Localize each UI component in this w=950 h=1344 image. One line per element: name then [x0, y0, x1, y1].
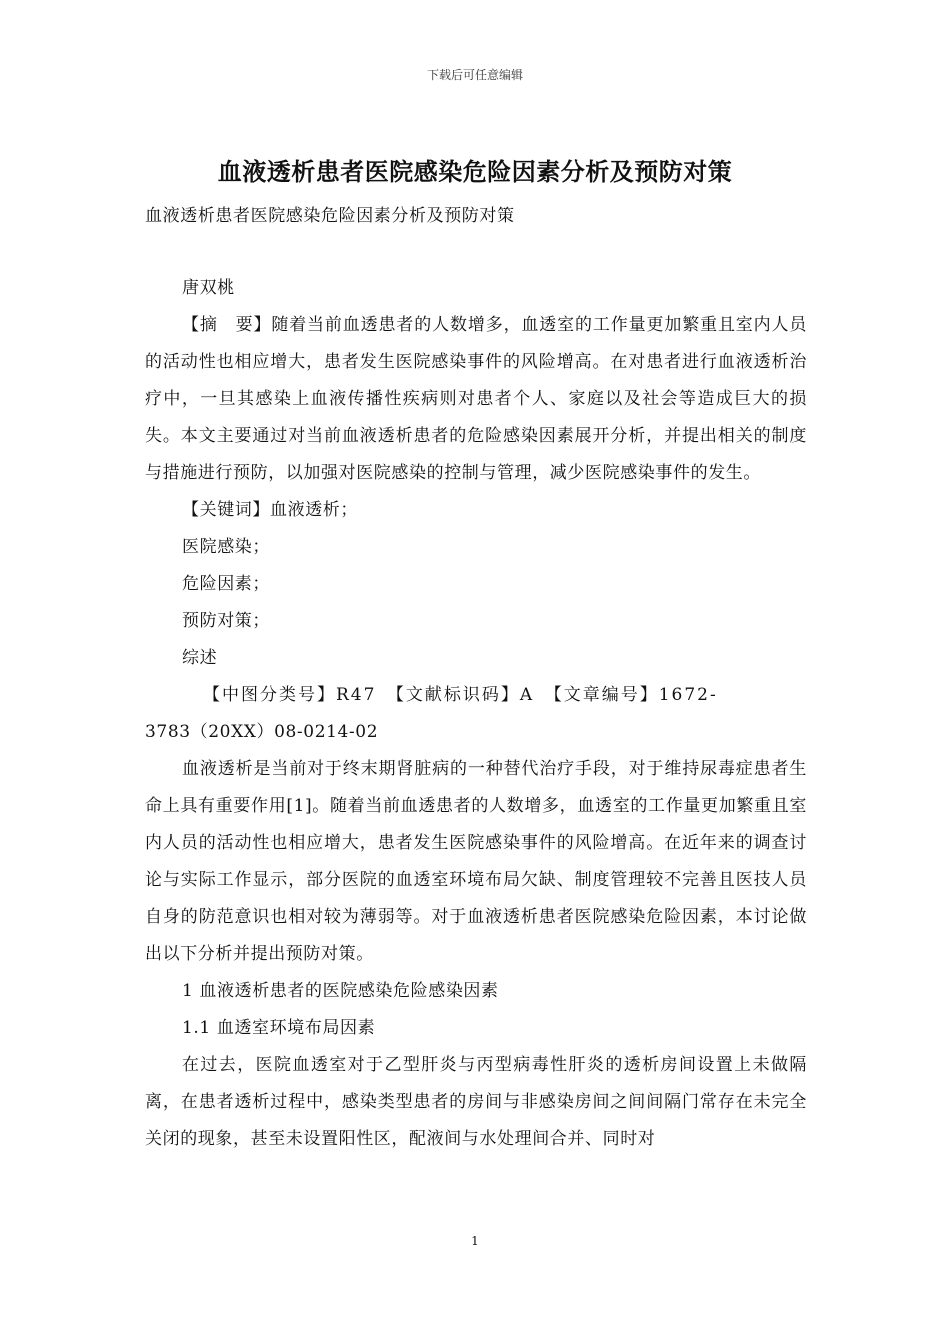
keyword-line: 危险因素； — [182, 574, 270, 594]
section-heading: 1 血液透析患者的医院感染危险感染因素 — [182, 981, 499, 1001]
classification-line-continued: 3783（20XX）08-0214-02 — [145, 722, 379, 742]
section-text: 在过去，医院血透室对于乙型肝炎与丙型病毒性肝炎的透析房间设置上未做隔离，在患者透析过程中，感染类型患者的房间与非感染房间之间间隔门常存在未完全关闭的现象，甚至未设置阳性区，配液间与水处理间合并、同时对 — [145, 1055, 807, 1149]
header-note: 下载后可任意编辑 — [426, 68, 523, 82]
keyword-line: 预防对策； — [182, 611, 270, 631]
author-name: 唐双桃 — [182, 278, 235, 298]
keyword-line: 【关键词】血液透析； — [182, 500, 358, 520]
intro-paragraph — [145, 751, 807, 973]
subsection-heading: 1.1 血透室环境布局因素 — [182, 1018, 376, 1038]
abstract-paragraph — [145, 307, 807, 492]
intro-text: 血液透析是当前对于终末期肾脏病的一种替代治疗手段，对于维持尿毒症患者生命上具有重要作用[1]。随着当前血透患者的人数增多，血透室的工作量更加繁重且室内人员的活动性也相应增大，患者发生医院感染事件的风险增高。在近年来的调查讨论与实际工作显示，部分医院的血透室环境布局欠缺、制度管理较不完善且医技人员自身的防范意识也相对较为薄弱等。对于血液透析患者医院感染危险因素，本讨论做出以下分析并提出预防对策。 — [145, 759, 807, 964]
section-paragraph — [145, 1047, 807, 1158]
page-number: 1 — [471, 1234, 479, 1248]
document-subtitle: 血液透析患者医院感染危险因素分析及预防对策 — [145, 206, 515, 226]
classification-line: 【中图分类号】R47 【文献标识码】A 【文章编号】1672- — [203, 685, 718, 705]
document-body — [145, 270, 807, 1158]
keyword-line: 医院感染； — [182, 537, 270, 557]
abstract-text: 【摘 要】随着当前血透患者的人数增多，血透室的工作量更加繁重且室内人员的活动性也相应增大，患者发生医院感染事件的风险增高。在对患者进行血液透析治疗中，一旦其感染上血液传播性疾病则对患者个人、家庭以及社会等造成巨大的损失。本文主要通过对当前血液透析患者的危险感染因素展开分析，并提出相关的制度与措施进行预防，以加强对医院感染的控制与管理，减少医院感染事件的发生。 — [145, 315, 807, 483]
keyword-line: 综述 — [182, 648, 218, 668]
document-title: 血液透析患者医院感染危险因素分析及预防对策 — [217, 157, 733, 186]
